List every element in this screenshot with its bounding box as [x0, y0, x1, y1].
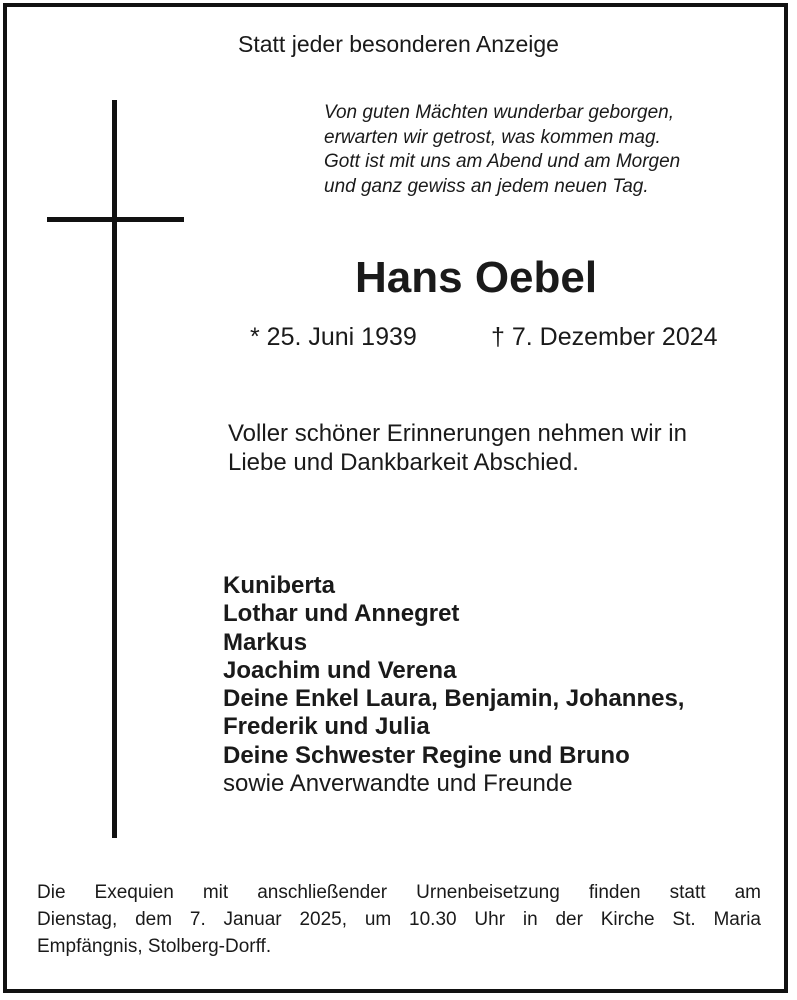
cross-icon-bar	[47, 217, 184, 222]
deceased-name: Hans Oebel	[355, 253, 598, 302]
details-line: Empfängnis, Stolberg-Dorff.	[37, 936, 272, 957]
service-details	[37, 879, 761, 960]
mourner-line: Deine Schwester Regine und Bruno	[223, 741, 630, 769]
message-line: Liebe und Dankbarkeit Abschied.	[228, 449, 579, 476]
mourners-extra: sowie Anverwandte und Freunde	[223, 770, 573, 798]
death-date: † 7. Dezember 2024	[491, 323, 718, 351]
mourner-line: Kuniberta	[223, 572, 336, 599]
mourner-line: Lothar und Annegret	[223, 600, 460, 628]
poem	[324, 101, 680, 199]
birth-date: * 25. Juni 1939	[250, 323, 417, 351]
details-line: Dienstag, dem 7. Januar 2025, um 10.30 Uhr in der Kirche St. Maria	[37, 909, 761, 930]
mourner-line: Joachim und Verena	[223, 656, 457, 684]
poem-line: erwarten wir getrost, was kommen mag.	[324, 126, 661, 148]
notice-header: Statt jeder besonderen Anzeige	[238, 31, 559, 57]
message-line: Voller schöner Erinnerungen nehmen wir in	[228, 420, 687, 447]
mourner-line: Deine Enkel Laura, Benjamin, Johannes,	[223, 685, 685, 713]
poem-line: Gott ist mit uns am Abend und am Morgen	[324, 151, 681, 172]
details-line: Die Exequien mit anschließender Urnenbeisetzung finden statt am	[37, 882, 761, 903]
mourner-line: Markus	[223, 628, 308, 656]
cross-icon	[112, 100, 117, 838]
mourners-list	[223, 572, 684, 798]
mourner-line: Frederik und Julia	[223, 713, 430, 741]
farewell-message	[228, 419, 687, 477]
poem-line: Von guten Mächten wunderbar geborgen,	[324, 102, 674, 123]
poem-line: und ganz gewiss an jedem neuen Tag.	[324, 175, 649, 197]
